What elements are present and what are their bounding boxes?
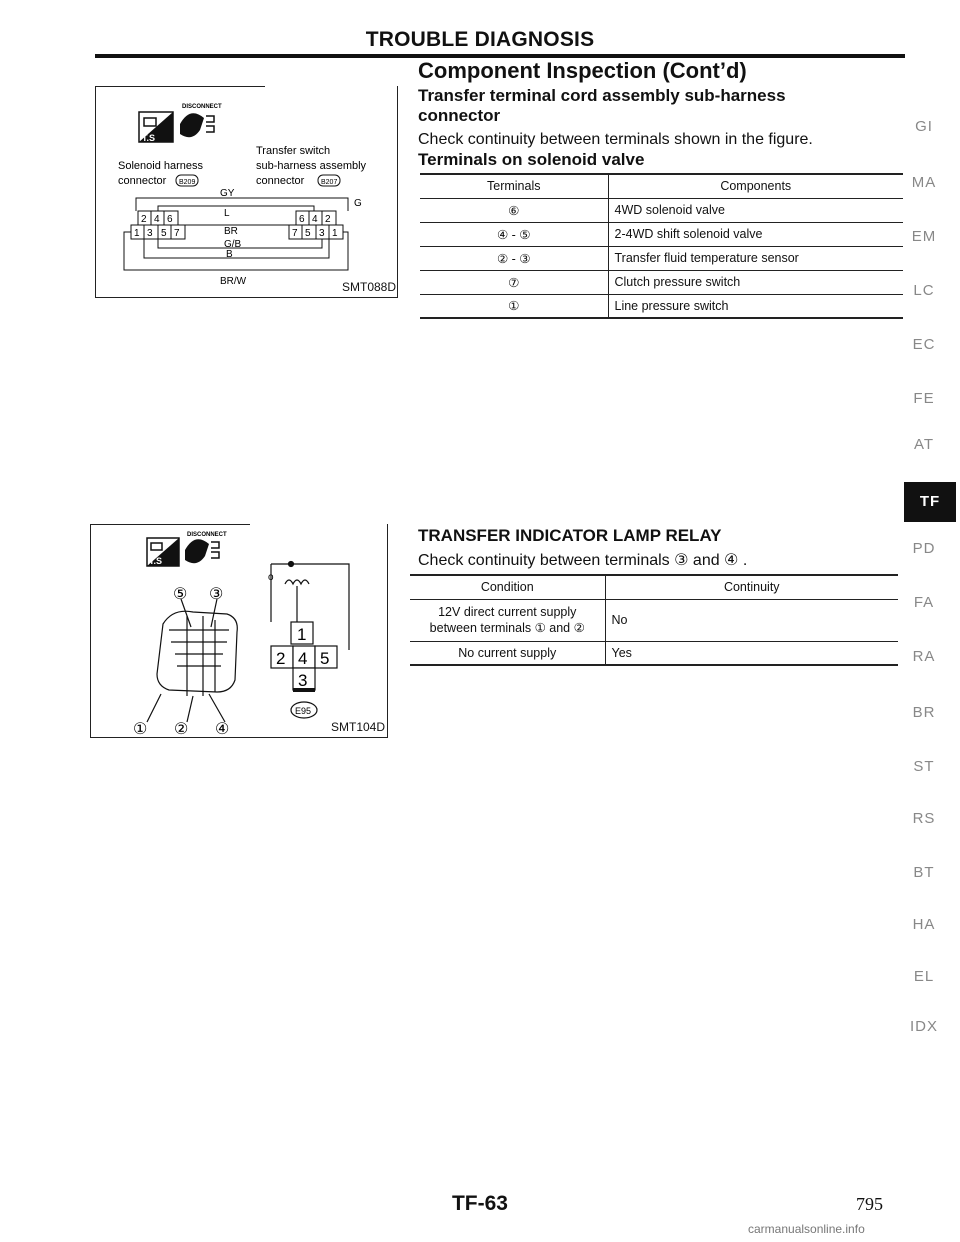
svg-text:BR: BR xyxy=(224,226,238,237)
harness-diagram xyxy=(96,86,397,297)
figure-harness-connectors xyxy=(95,86,398,298)
svg-text:connector: connector xyxy=(256,175,305,187)
figure-rule xyxy=(95,297,398,298)
side-tab-el[interactable]: EL xyxy=(913,968,935,985)
terminal-cell: ④ - ⑤ xyxy=(420,222,608,246)
side-tab-bt[interactable]: BT xyxy=(913,864,935,881)
table-row xyxy=(420,222,903,246)
table-row xyxy=(420,198,903,222)
side-tab-st[interactable]: ST xyxy=(913,758,935,775)
component-cell: Transfer fluid temperature sensor xyxy=(608,246,903,270)
svg-text:1: 1 xyxy=(134,228,140,239)
column-header: Continuity xyxy=(605,575,898,599)
column-header: Components xyxy=(608,174,903,198)
right-connector-badge xyxy=(318,175,340,186)
svg-text:7: 7 xyxy=(174,228,180,239)
svg-text:BR/W: BR/W xyxy=(220,276,247,287)
table-row xyxy=(410,641,898,665)
svg-text:E95: E95 xyxy=(295,706,312,716)
condition-cell: No current supply xyxy=(410,641,605,665)
continuity-cell: Yes xyxy=(605,641,898,665)
table-row xyxy=(420,270,903,294)
svg-text:3: 3 xyxy=(319,228,325,239)
subheading-solenoid-terminals: Terminals on solenoid valve xyxy=(418,150,645,169)
svg-text:o: o xyxy=(268,572,274,583)
svg-text:7: 7 xyxy=(292,228,298,239)
watermark: carmanualsonline.info xyxy=(748,1222,865,1236)
svg-text:1: 1 xyxy=(297,625,307,644)
side-tab-gi[interactable]: GI xyxy=(915,118,933,135)
figure-id: SMT104D xyxy=(331,720,386,734)
connector-badge-e95 xyxy=(291,702,317,718)
svg-text:Solenoid harness: Solenoid harness xyxy=(118,160,204,172)
relay-schematic xyxy=(271,562,349,691)
svg-text:④: ④ xyxy=(215,721,230,737)
right-connector xyxy=(289,211,343,239)
continuity-cell: No xyxy=(605,599,898,641)
side-tab-ha[interactable]: HA xyxy=(912,916,936,933)
column-header: Condition xyxy=(410,575,605,599)
footer-page-code: TF-63 xyxy=(451,1192,508,1215)
svg-text:3: 3 xyxy=(147,228,153,239)
condition-cell xyxy=(410,599,605,641)
page-header-title: TROUBLE DIAGNOSIS xyxy=(365,28,595,51)
terminal-cell: ② - ③ xyxy=(420,246,608,270)
side-tab-pd[interactable]: PD xyxy=(912,540,936,557)
condition-line: 12V direct current supply xyxy=(438,605,577,619)
svg-text:⑤: ⑤ xyxy=(173,586,188,603)
svg-text:GY: GY xyxy=(220,188,235,199)
side-tab-ra[interactable]: RA xyxy=(912,648,936,665)
svg-text:L: L xyxy=(224,208,230,219)
component-cell: 2-4WD shift solenoid valve xyxy=(608,222,903,246)
svg-text:2: 2 xyxy=(325,214,331,225)
svg-text:G/B: G/B xyxy=(224,239,242,250)
solenoid-terminal-table xyxy=(420,173,903,319)
side-tab-rs[interactable]: RS xyxy=(912,810,936,827)
svg-text:3: 3 xyxy=(298,671,308,690)
side-tab-tf[interactable]: TF xyxy=(904,482,956,522)
relay-diagram xyxy=(91,524,387,737)
svg-text:B207: B207 xyxy=(321,179,338,186)
side-tab-ec[interactable]: EC xyxy=(912,336,936,353)
svg-text:2: 2 xyxy=(276,649,286,668)
relay-body xyxy=(147,599,237,722)
side-tab-fa[interactable]: FA xyxy=(913,594,935,611)
ts-label: T.S xyxy=(142,133,156,143)
left-connector-badge xyxy=(176,175,198,186)
terminal-cell: ① xyxy=(420,294,608,318)
instruction-text: Check continuity between terminals shown in the figure. xyxy=(418,131,813,148)
table-header-row xyxy=(420,174,903,198)
side-tab-br[interactable]: BR xyxy=(912,704,936,721)
relay-instruction: Check continuity between terminals ③ and ④ . xyxy=(418,552,748,569)
component-cell: Clutch pressure switch xyxy=(608,270,903,294)
svg-text:2: 2 xyxy=(141,214,147,225)
subheading-line: connector xyxy=(418,106,501,125)
figure-relay xyxy=(90,524,388,738)
figure-id: SMT088D xyxy=(342,280,397,294)
subheading-line: Transfer terminal cord assembly sub-harness xyxy=(418,86,786,105)
svg-text:sub-harness assembly: sub-harness assembly xyxy=(256,160,367,172)
svg-text:6: 6 xyxy=(167,214,173,225)
side-tab-lc[interactable]: LC xyxy=(913,282,935,299)
table-row xyxy=(410,599,898,641)
subheading-harness-connector xyxy=(418,86,786,126)
component-cell: 4WD solenoid valve xyxy=(608,198,903,222)
svg-text:T.S: T.S xyxy=(149,556,163,566)
side-tab-fe[interactable]: FE xyxy=(913,390,935,407)
svg-text:B: B xyxy=(226,249,233,260)
svg-text:6: 6 xyxy=(299,214,305,225)
svg-text:Transfer switch: Transfer switch xyxy=(256,145,331,157)
page-number: 795 xyxy=(856,1194,883,1214)
side-tab-ma[interactable]: MA xyxy=(911,174,937,191)
column-header: Terminals xyxy=(420,174,608,198)
svg-text:4: 4 xyxy=(312,214,318,225)
svg-text:connector: connector xyxy=(118,175,167,187)
section-title: Component Inspection (Cont’d) xyxy=(418,58,747,83)
relay-heading: TRANSFER INDICATOR LAMP RELAY xyxy=(418,526,722,545)
side-tab-at[interactable]: AT xyxy=(913,436,935,453)
condition-line: between terminals ① and ② xyxy=(429,621,585,635)
component-cell: Line pressure switch xyxy=(608,294,903,318)
side-tab-idx[interactable]: IDX xyxy=(909,1018,938,1035)
svg-text:DISCONNECT: DISCONNECT xyxy=(187,532,227,538)
svg-text:②: ② xyxy=(174,721,189,737)
table-header-row xyxy=(410,575,898,599)
svg-text:4: 4 xyxy=(154,214,160,225)
svg-text:1: 1 xyxy=(332,228,338,239)
table-row xyxy=(420,246,903,270)
disconnect-label: DISCONNECT xyxy=(182,104,222,110)
svg-text:4: 4 xyxy=(298,649,308,668)
svg-text:B209: B209 xyxy=(179,179,196,186)
terminal-cell: ⑦ xyxy=(420,270,608,294)
terminal-cell: ⑥ xyxy=(420,198,608,222)
side-tab-em[interactable]: EM xyxy=(911,228,937,245)
svg-text:G: G xyxy=(354,198,362,209)
svg-text:①: ① xyxy=(133,721,148,737)
table-row xyxy=(420,294,903,318)
svg-text:5: 5 xyxy=(305,228,311,239)
figure-rule xyxy=(90,737,388,738)
relay-continuity-table xyxy=(410,574,898,666)
svg-text:5: 5 xyxy=(320,649,330,668)
svg-text:③: ③ xyxy=(209,586,224,603)
svg-text:5: 5 xyxy=(161,228,167,239)
